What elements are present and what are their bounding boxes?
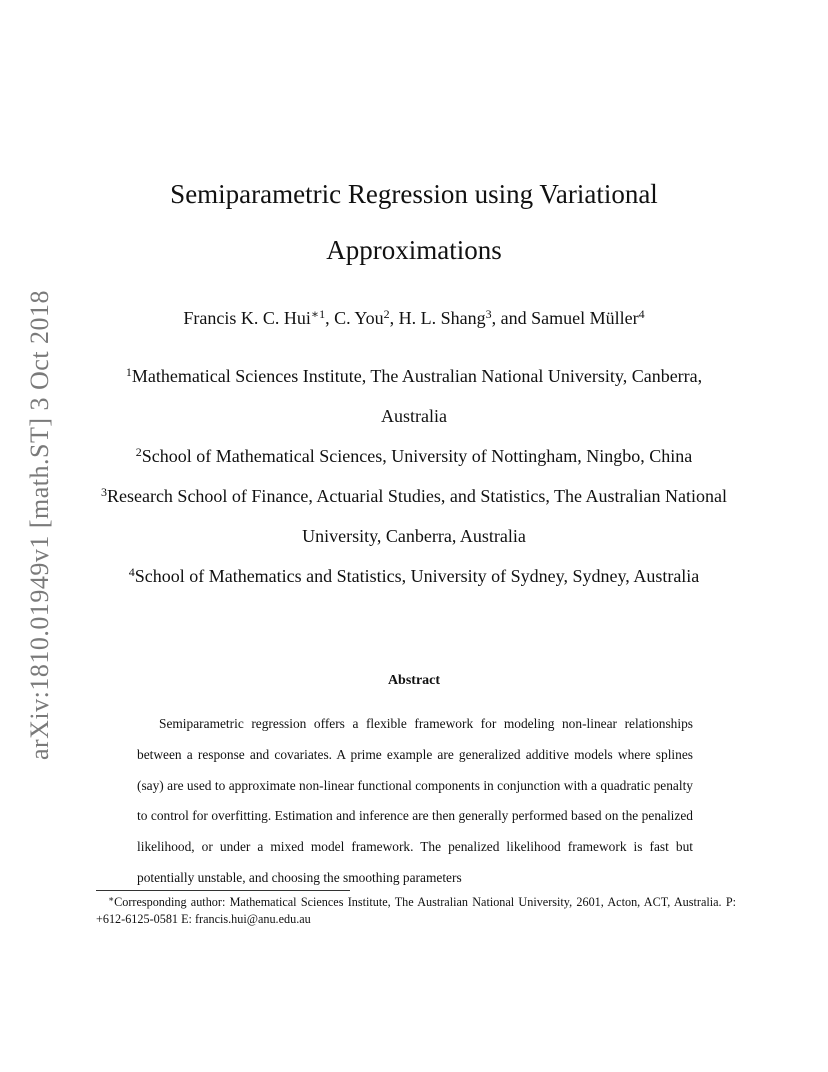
corresponding-author-footnote: ∗Corresponding author: Mathematical Sciences Institute, The Australian National University, 2601, Acton, ACT, Australia. P: +612-6125-0581 E: francis.hui@anu.edu.au xyxy=(96,894,736,926)
abstract-heading: Abstract xyxy=(387,673,441,688)
author-list xyxy=(0,304,828,332)
footnote-divider xyxy=(96,890,350,891)
author-4: Samuel Müller$^4$ xyxy=(531,307,645,328)
affiliation-3: $^3$Research School of Finance, Actuarial Studies, and Statistics, The Australian National University, Canberra, Australia xyxy=(100,485,728,546)
title-line-2: Approximations xyxy=(326,235,502,265)
affiliation-2: $^2$School of Mathematical Sciences, University of Nottingham, Ningbo, China xyxy=(135,445,693,466)
affiliation-list xyxy=(92,356,736,596)
author-1: Francis K. C. Hui$^{∗1}$, xyxy=(183,307,335,328)
paper-title xyxy=(0,166,828,278)
author-3: H. L. Shang$^3$, and xyxy=(398,307,532,328)
affiliation-4: $^4$School of Mathematics and Statistics, University of Sydney, Sydney, Australia xyxy=(128,565,700,586)
author-2: C. You$^2$, xyxy=(334,307,399,328)
title-line-1: Semiparametric Regression using Variational xyxy=(170,179,658,209)
arxiv-side-stamp: arXiv:1810.01949v1 [math.ST] 3 Oct 2018 xyxy=(25,289,54,761)
affiliation-1: $^1$Mathematical Sciences Institute, The Australian National University, Canberra, Australia xyxy=(125,365,703,426)
abstract-text: Semiparametric regression offers a flexible framework for modeling non-linear relationships between a response and covariates. A prime example are generalized additive models where splines (say) are used to approximate non-linear functional components in conjunction with a quadratic penalty to control for overfitting. Estimation and inference are then generally performed based on the penalized likelihood, or under a mixed model framework. The penalized likelihood framework is fast but potentially unstable, and choosing the smoothing parameters xyxy=(137,716,693,885)
